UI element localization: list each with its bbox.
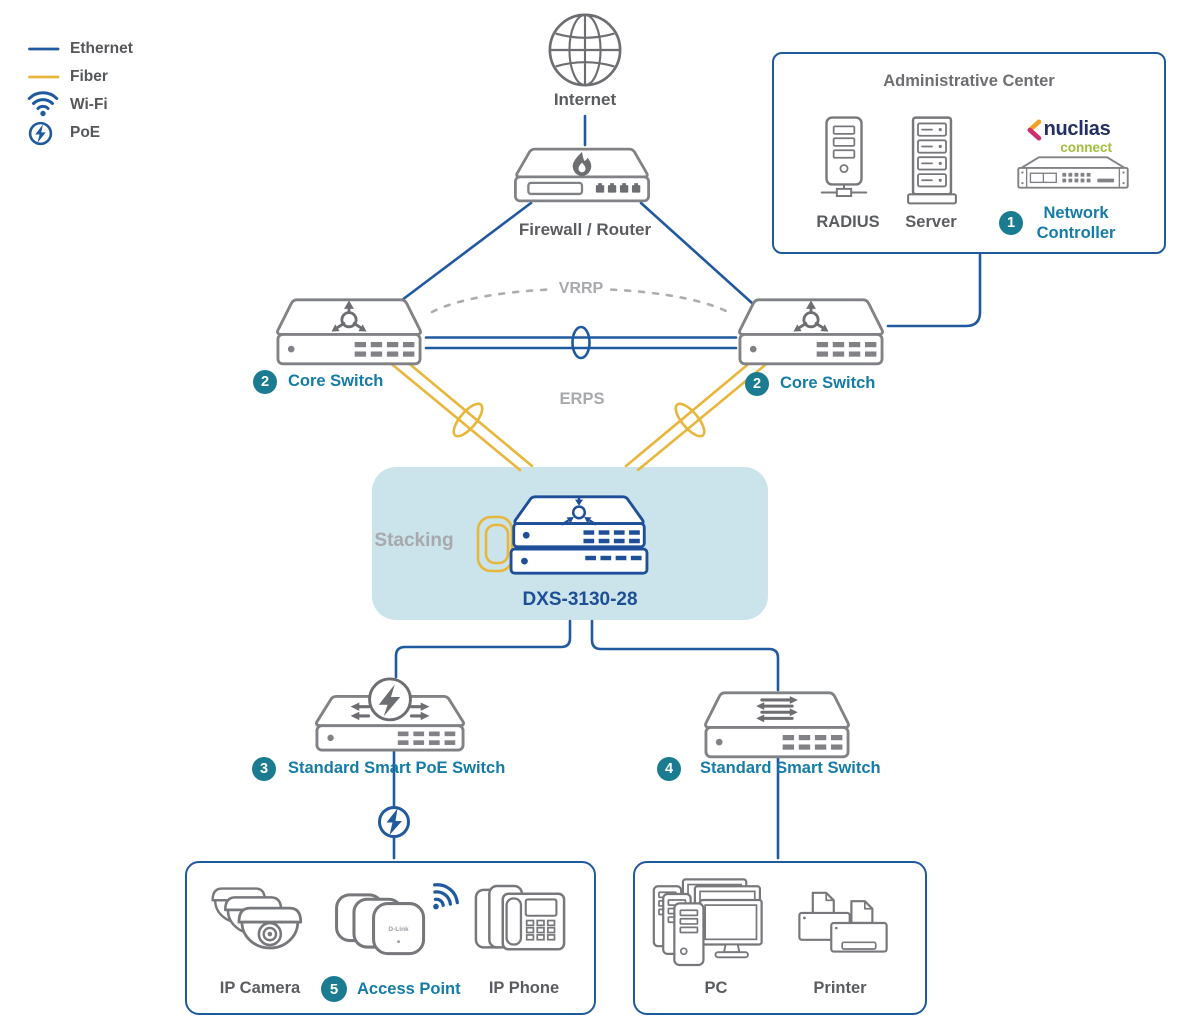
ap-device-logo-text: D-Link bbox=[388, 925, 409, 933]
poe-switch-label: Standard Smart PoE Switch bbox=[288, 759, 506, 777]
pc-label: PC bbox=[704, 979, 728, 997]
wire-admin-core-right bbox=[888, 252, 980, 326]
firewall-label: Firewall / Router bbox=[518, 220, 652, 239]
core-switch-right-label: Core Switch bbox=[780, 374, 876, 392]
legend-row-ethernet bbox=[28, 35, 133, 63]
access-point-badge: 5 bbox=[321, 976, 347, 1002]
poe-lightning-icon bbox=[370, 679, 411, 720]
ethernet-line-icon bbox=[28, 46, 64, 52]
nuclias-chevron-icon bbox=[1026, 119, 1041, 141]
smart-switch-device bbox=[701, 690, 853, 762]
core-switch-left-badge: 2 bbox=[253, 370, 277, 394]
nuclias-connect-text: connect bbox=[1060, 140, 1112, 155]
access-point-label: Access Point bbox=[357, 980, 461, 998]
ip-camera-icon bbox=[210, 886, 306, 955]
ap-wifi-icon bbox=[423, 880, 461, 918]
poe-wire-icon bbox=[376, 804, 412, 840]
core-switch-left-device bbox=[273, 297, 425, 369]
ip-phone-label: IP Phone bbox=[488, 979, 560, 997]
legend bbox=[28, 35, 133, 147]
core-link-aggregation-ring bbox=[573, 327, 590, 358]
poe-switch-badge: 3 bbox=[252, 757, 276, 781]
wire-firewall-core-left bbox=[398, 203, 531, 303]
stacking-label: Stacking bbox=[374, 530, 454, 551]
printer-label: Printer bbox=[813, 979, 867, 997]
ip-phone-icon bbox=[474, 884, 566, 959]
network-controller-label: Network Controller bbox=[1036, 204, 1116, 242]
access-point-icon bbox=[334, 884, 474, 971]
erps-label: ERPS bbox=[559, 390, 605, 408]
printer-icon bbox=[796, 888, 890, 958]
poe-switch-device bbox=[312, 676, 468, 751]
nuclias-logo bbox=[1022, 118, 1114, 141]
network-controller-device bbox=[1016, 155, 1130, 190]
core-switch-right-badge: 2 bbox=[745, 372, 769, 396]
ip-camera-label: IP Camera bbox=[219, 979, 301, 997]
legend-label-wifi: Wi-Fi bbox=[70, 96, 108, 113]
dxs-stack-device bbox=[503, 494, 655, 580]
smart-switch-badge: 4 bbox=[657, 757, 681, 781]
legend-row-fiber bbox=[28, 63, 133, 91]
wire-dxs-smart-switch bbox=[592, 621, 778, 690]
fiber-left-aggregation-ring bbox=[449, 400, 487, 441]
fiber-right-aggregation-ring bbox=[671, 400, 709, 441]
dxs-model-label: DXS-3130-28 bbox=[522, 589, 638, 610]
network-controller-badge: 1 bbox=[999, 211, 1023, 235]
fiber-left-1 bbox=[388, 361, 520, 470]
radius-label: RADIUS bbox=[816, 213, 880, 231]
firewall-router-device bbox=[508, 146, 656, 204]
pc-icon bbox=[652, 876, 772, 965]
legend-label-fiber: Fiber bbox=[70, 68, 108, 85]
fiber-line-icon bbox=[28, 74, 64, 80]
legend-label-ethernet: Ethernet bbox=[70, 40, 133, 57]
wire-firewall-core-right bbox=[641, 203, 752, 303]
nuclias-brand-text: nuclias bbox=[1043, 118, 1111, 140]
wire-dxs-poe-switch bbox=[396, 621, 570, 677]
radius-server-icon bbox=[812, 116, 876, 202]
legend-row-wifi bbox=[28, 91, 133, 119]
vrrp-label: VRRP bbox=[554, 280, 608, 298]
internet-globe-icon bbox=[545, 10, 625, 90]
smart-switch-label: Standard Smart Switch bbox=[700, 759, 881, 777]
poe-icon bbox=[28, 121, 64, 146]
legend-label-poe: PoE bbox=[70, 124, 101, 141]
wifi-icon bbox=[28, 93, 64, 117]
legend-row-poe bbox=[28, 119, 133, 147]
core-switch-left-label: Core Switch bbox=[288, 372, 384, 390]
internet-label: Internet bbox=[553, 90, 617, 109]
server-label: Server bbox=[905, 213, 957, 231]
server-icon bbox=[899, 116, 965, 205]
core-switch-right-device bbox=[735, 297, 887, 369]
admin-center-title: Administrative Center bbox=[883, 72, 1055, 90]
